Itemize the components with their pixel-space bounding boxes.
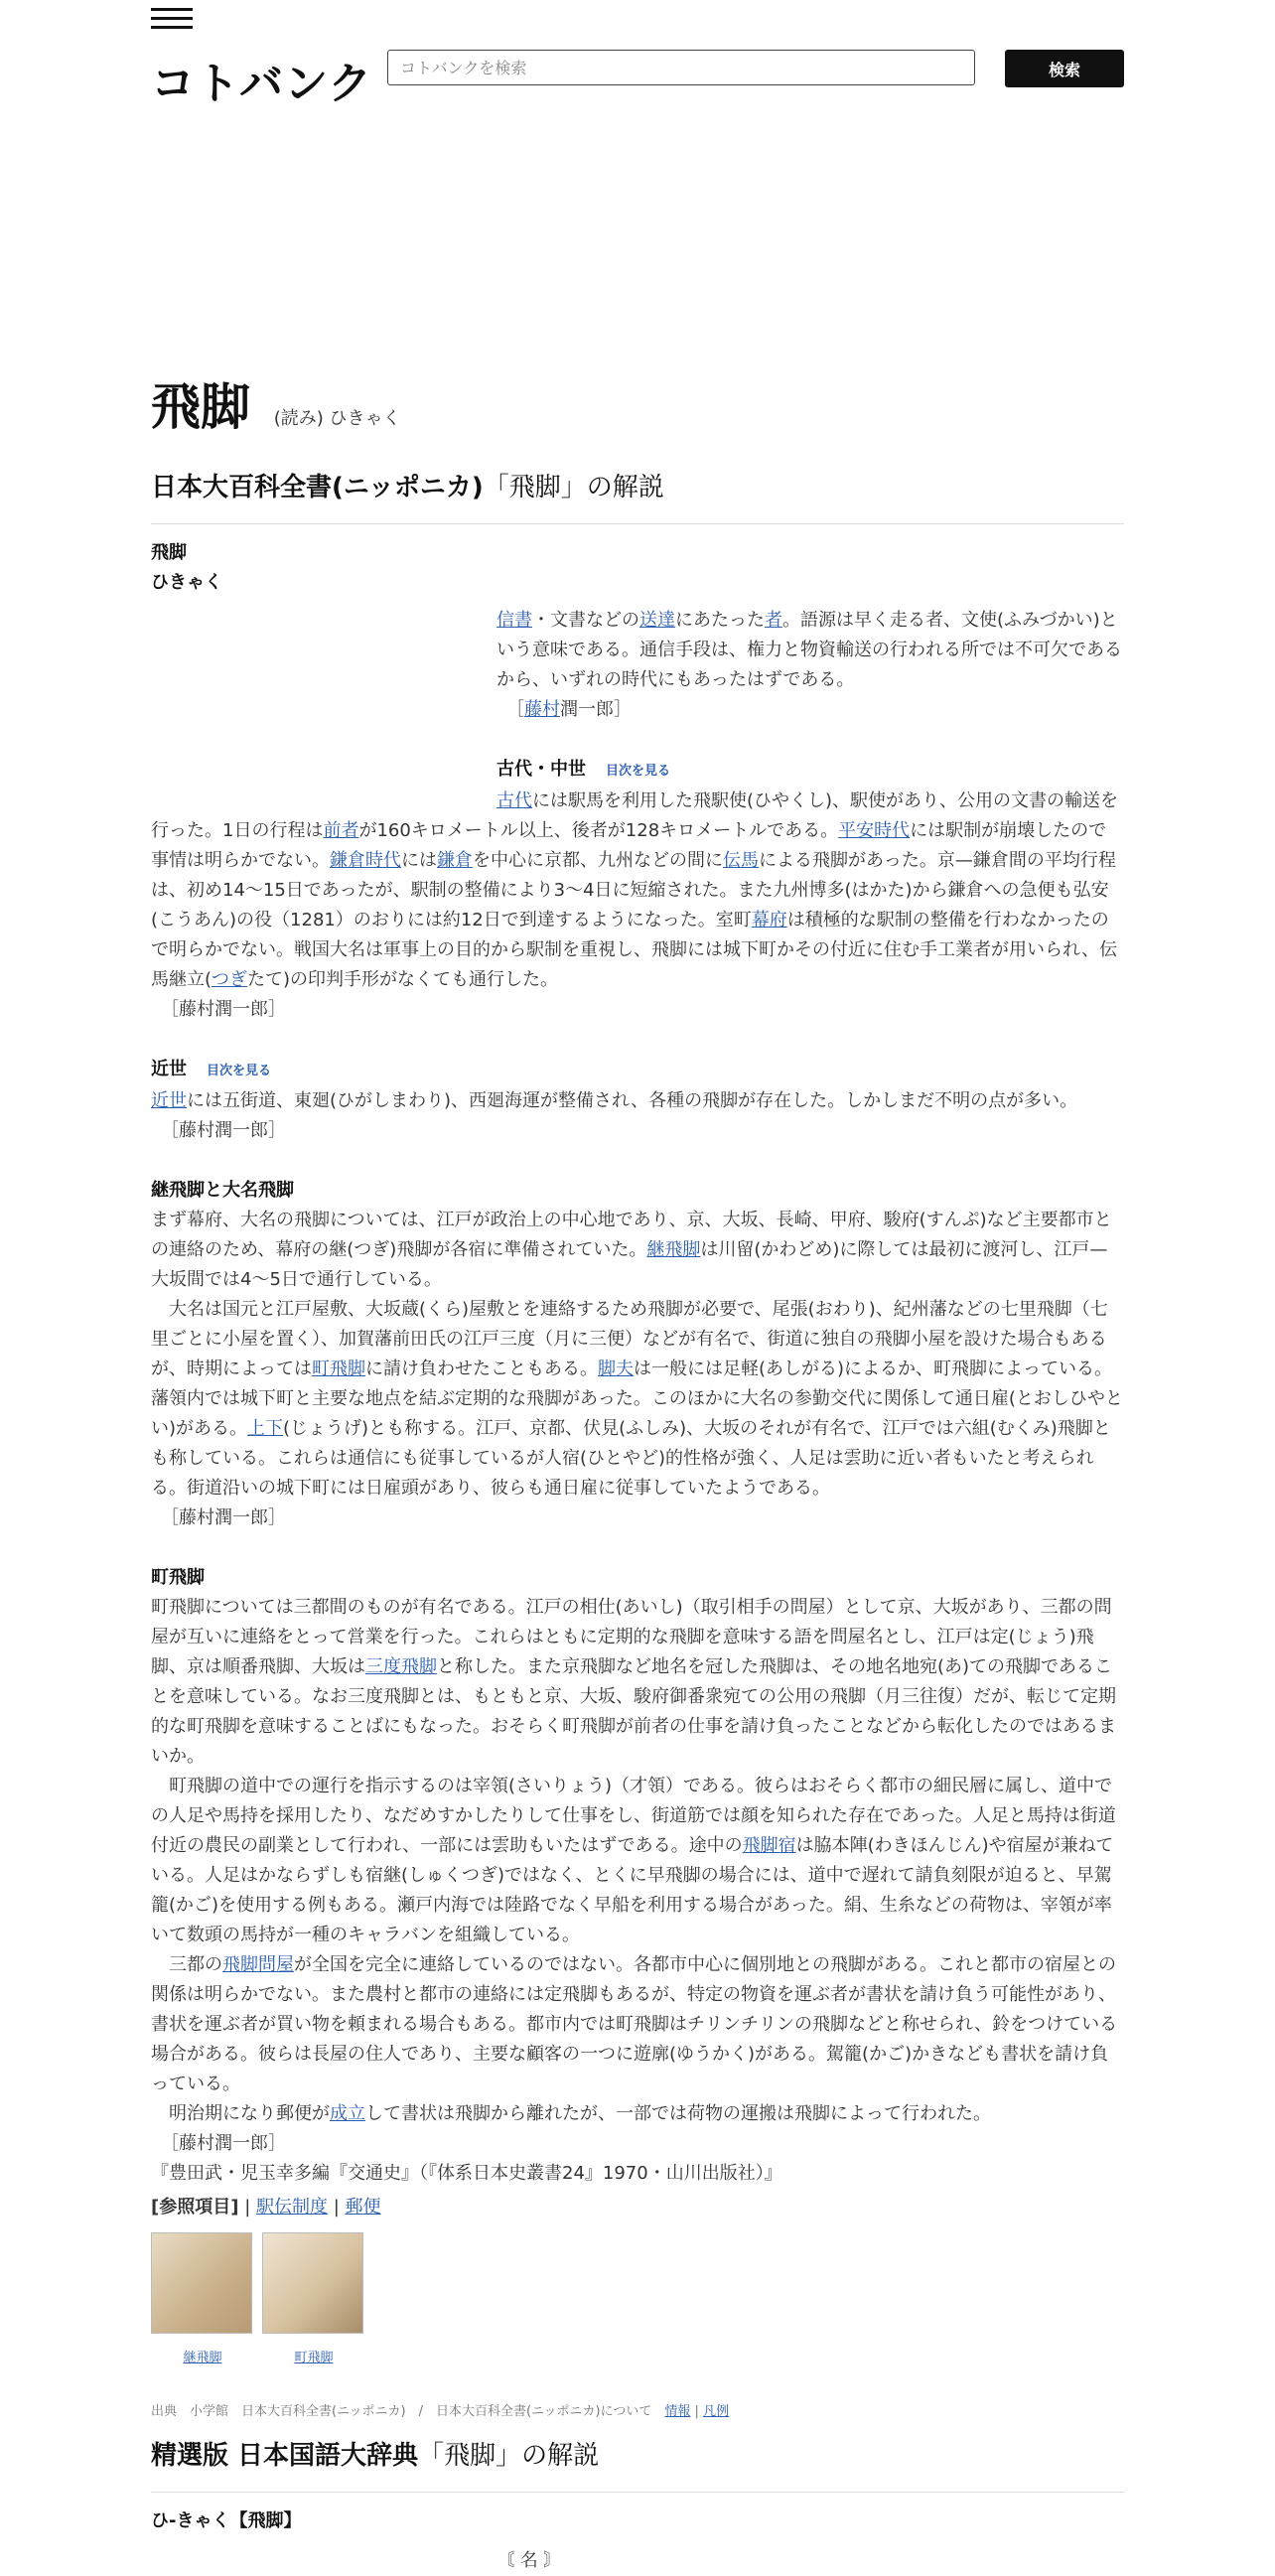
source-line: 出典 小学館 日本大百科全書(ニッポニカ) / 日本大百科全書(ニッポニカ)について 情報 | 凡例 (151, 2404, 730, 2419)
subsection-early-modern: 近世 目次を見る 近世には五街道、東廻(ひがしまわり)、西廻海運が整備され、各種の飛脚が存在した。しかしまだ不明の点が多い。 ［藤村潤一郎］ (151, 1055, 1124, 1146)
section-heading: 精選版 日本国語大辞典「飛脚」の解説 (151, 2435, 1124, 2493)
link-bakufu[interactable]: 幕府 (751, 910, 787, 930)
author-credit: ［藤村潤一郎］ (506, 699, 632, 720)
site-logo[interactable]: コトバンク (151, 59, 373, 109)
section-heading: 日本大百科全書(ニッポニカ)「飛脚」の解説 (151, 467, 1124, 524)
image-thumbnails (151, 2232, 1124, 2373)
link-machi-hikyaku[interactable]: 町飛脚 (312, 1359, 365, 1379)
subsection-machi-hikyaku: 町飛脚 町飛脚については三都間のものが有名である。江戸の相仕(あいし)（取引相手の問屋）として京、大坂があり、三都の問屋が互いに連絡をとって営業を行った。これらはともに定期的な飛脚を意味する語を問屋名とし、江戸は定(じょう)飛脚、京は順番飛脚、大坂は三度飛脚と称した。また京飛脚など地名を冠した飛脚は、その地名地宛(あ)ての飛脚であることを意味している。なお三度飛脚とは、もともと京、大坂、駿府御番衆宛ての公用の飛脚（月三往復）だが、転じて定期的な町飛脚を意味することばにもなった。おそらく町飛脚が前者の仕事を請け負ったことなどから転化したのではあるまいか。 町飛脚の道中での運行を指示するのは宰領(さいりょう)（才領）である。彼らはおそらく都市の細民層に属し、道中での人足や馬持を採用したり、なだめすかしたりして仕事をし、街道筋では顔を知られた存在であった。人足と馬持は街道付近の農民の副業として行われ、一部には雲助もいたはずである。途中の飛脚宿は脇本陣(わきほんじん)や宿屋が兼ねている。人足はかならずしも宿継(しゅくつぎ)ではなく、とくに早飛脚の場合には、道中で遅れて請負刻限が迫ると、早駕籠(かご)を使用する例もある。瀬戸内海では陸路でなく早船を利用する場合があった。絹、生糸などの荷物は、宰領が率いて数頭の馬持が一種のキャラバンを組織している。 三都の飛脚問屋が全国を完全に連絡しているのではない。各都市中心に個別地との飛脚がある。これと都市の宿屋との関係は明らかでない。また農村と都市の連絡には定飛脚もあるが、特定の物資を運ぶ者が書状を請け負う可能性があり、書状を運ぶ者が買い物を頼まれる場合もある。都市内では町飛脚はチリンチリンの飛脚などと称せられ、鈴をつけている場合がある。彼らは長屋の住人であり、主要な顧客の一つに遊廓(ゆうかく)がある。駕籠(かご)かきなども書状を請け負っている。 明治期になり郵便が成立して書状は飛脚から離れたが、一部では荷物の運搬は飛脚によって行われた。 ［藤村潤一郎］ 『豊田武・児玉幸多編『交通史』（『体系日本史叢書24』1970・山川出版社）』 (151, 1563, 1124, 2189)
link-yubin[interactable]: 郵便 (345, 2197, 381, 2218)
toc-link[interactable]: 目次を見る (606, 764, 671, 779)
link-seiritsu[interactable]: 成立 (330, 2103, 365, 2124)
link-kyakufu[interactable]: 脚夫 (598, 1359, 634, 1379)
link-shinsho[interactable]: 信書 (496, 610, 532, 631)
headword: 飛脚 (151, 542, 187, 563)
link-hikyaku-yado[interactable]: 飛脚宿 (742, 1835, 796, 1856)
link-heian[interactable]: 平安時代 (838, 820, 911, 841)
author-credit: ［藤村潤一郎］ (161, 999, 286, 1020)
thumbnail-image[interactable] (262, 2232, 363, 2334)
author-credit: ［藤村潤一郎］ (161, 1120, 286, 1141)
page-title (151, 367, 401, 439)
intro-paragraph: 信書・文書などの送達にあたった者。語源は早く走る者、文使(ふみづかい)という意味である。通信手段は、権力と物資輸送の行われる所では不可欠であるから、いずれの時代にもあったはずである。 ［藤村潤一郎］ (151, 606, 1124, 725)
link-ekiden-seido[interactable]: 駅伝制度 (256, 2197, 328, 2218)
link-kamakura-jidai[interactable]: 鎌倉時代 (330, 850, 401, 871)
search-input[interactable] (387, 50, 975, 85)
author-credit: ［藤村潤一郎］ (161, 2133, 286, 2154)
link-tsugi-hikyaku[interactable]: 継飛脚 (646, 1239, 701, 1260)
thumbnail-caption[interactable]: 継飛脚 (183, 2351, 222, 2365)
link-kamakura[interactable]: 鎌倉 (437, 850, 473, 871)
link-hikyaku-donya[interactable]: 飛脚問屋 (222, 1954, 294, 1975)
subsection-title: 継飛脚と大名飛脚 (151, 1180, 294, 1201)
link-kinsei[interactable]: 近世 (151, 1090, 187, 1111)
entry-word: 飛脚 (151, 377, 250, 436)
link-jouge[interactable]: 上下 (247, 1418, 284, 1439)
subsection-ancient: 古代・中世 目次を見る 古代には駅馬を利用した飛駅使(ひやくし)、駅使があり、公用の文書の輸送を行った。1日の行程は前者が160キロメートル以上、後者が128キロメートルである。平安時代には駅制が崩壊したので事情は明らかでない。鎌倉時代には鎌倉を中心に京都、九州などの間に伝馬による飛脚があった。京—鎌倉間の平均行程は、初め14～15日であったが、駅制の整備により3～4日に短縮された。また九州博多(はかた)から鎌倉への急便も弘安(こうあん)の役（1281）のおりには約12日で到達するようになった。室町幕府は積極的な駅制の整備を行わなかったので明らかでない。戦国大名は軍事上の目的から駅制を重視し、飛脚には城下町かその付近に住む手工業者が用いられ、伝馬継立(つぎたて)の印判手形がなくても通行した。 ［藤村潤一郎］ (151, 755, 1124, 1025)
headword-reading: ひきゃく (151, 572, 222, 593)
nipponica-section (151, 467, 1124, 2427)
link-fujimura[interactable]: 藤村 (524, 699, 560, 720)
link-mono[interactable]: 者 (765, 610, 782, 631)
link-zensha[interactable]: 前者 (323, 820, 359, 841)
link-kodai[interactable]: 古代 (496, 790, 532, 811)
thumbnail-item[interactable] (262, 2232, 365, 2373)
link-sando-hikyaku[interactable]: 三度飛脚 (365, 1656, 437, 1677)
subsection-tsugi-hikyaku: 継飛脚と大名飛脚 まず幕府、大名の飛脚については、江戸が政治上の中心地であり、京、大坂、長崎、甲府、駿府(すんぷ)など主要都市との連絡のため、幕府の継(つぎ)飛脚が各宿に準備されていた。継飛脚は川留(かわどめ)に際しては最初に渡河し、江戸—大坂間では4～5日で通行している。 大名は国元と江戸屋敷、大坂蔵(くら)屋敷とを連絡するため飛脚が必要で、尾張(おわり)、紀州藩などの七里飛脚（七里ごとに小屋を置く）、加賀藩前田氏の江戸三度（月に三便）などが有名で、街道に独自の飛脚小屋を設けた場合もあるが、時期によっては町飛脚に請け負わせたこともある。脚夫は一般には足軽(あしがる)によるか、町飛脚によっている。藩領内では城下町と主要な地点を結ぶ定期的な飛脚があった。このほかに大名の参勤交代に関係して通日雇(とおしひやとい)がある。上下(じょうげ)とも称する。江戸、京都、伏見(ふしみ)、大坂のそれが有名で、江戸では六組(むくみ)飛脚とも称している。これらは通信にも従事しているが人宿(ひとやど)的性格が強く、人足は雲助に近い者もいたと考えられる。街道沿いの城下町には日雇頭があり、彼らも通日雇に従事していたようである。 ［藤村潤一郎］ (151, 1176, 1124, 1533)
link-tsugi[interactable]: つぎ (212, 969, 248, 990)
entry-body (151, 538, 1124, 2427)
link-tenma[interactable]: 伝馬 (723, 850, 759, 871)
see-also: [参照項目] | 駅伝制度 | 郵便 (151, 2197, 381, 2218)
thumbnail-item[interactable] (151, 2232, 254, 2373)
subsection-title: 近世 (151, 1059, 187, 1079)
search-button[interactable]: 検索 (1005, 50, 1124, 87)
subsection-title: 古代・中世 (496, 759, 586, 780)
headword: ひ‐きゃく【飛脚】 (151, 2510, 302, 2531)
subsection-title: 町飛脚 (151, 1567, 205, 1588)
thumbnail-image[interactable] (151, 2232, 252, 2334)
entry-reading: (読み) ひきゃく (273, 408, 401, 429)
daijisen-section (151, 2435, 1124, 2576)
author-credit: ［藤村潤一郎］ (161, 1507, 286, 1528)
toc-link[interactable]: 目次を見る (207, 1064, 272, 1078)
part-of-speech: 〘 名 〙 (496, 2550, 562, 2571)
menu-icon[interactable] (151, 8, 193, 30)
link-soutatsu[interactable]: 送達 (639, 610, 675, 631)
link-info[interactable]: 情報 (664, 2404, 691, 2419)
thumbnail-caption[interactable]: 町飛脚 (294, 2351, 334, 2365)
link-hanrei[interactable]: 凡例 (703, 2404, 730, 2419)
reference-text: 『豊田武・児玉幸多編『交通史』（『体系日本史叢書24』1970・山川出版社）』 (151, 2163, 782, 2184)
